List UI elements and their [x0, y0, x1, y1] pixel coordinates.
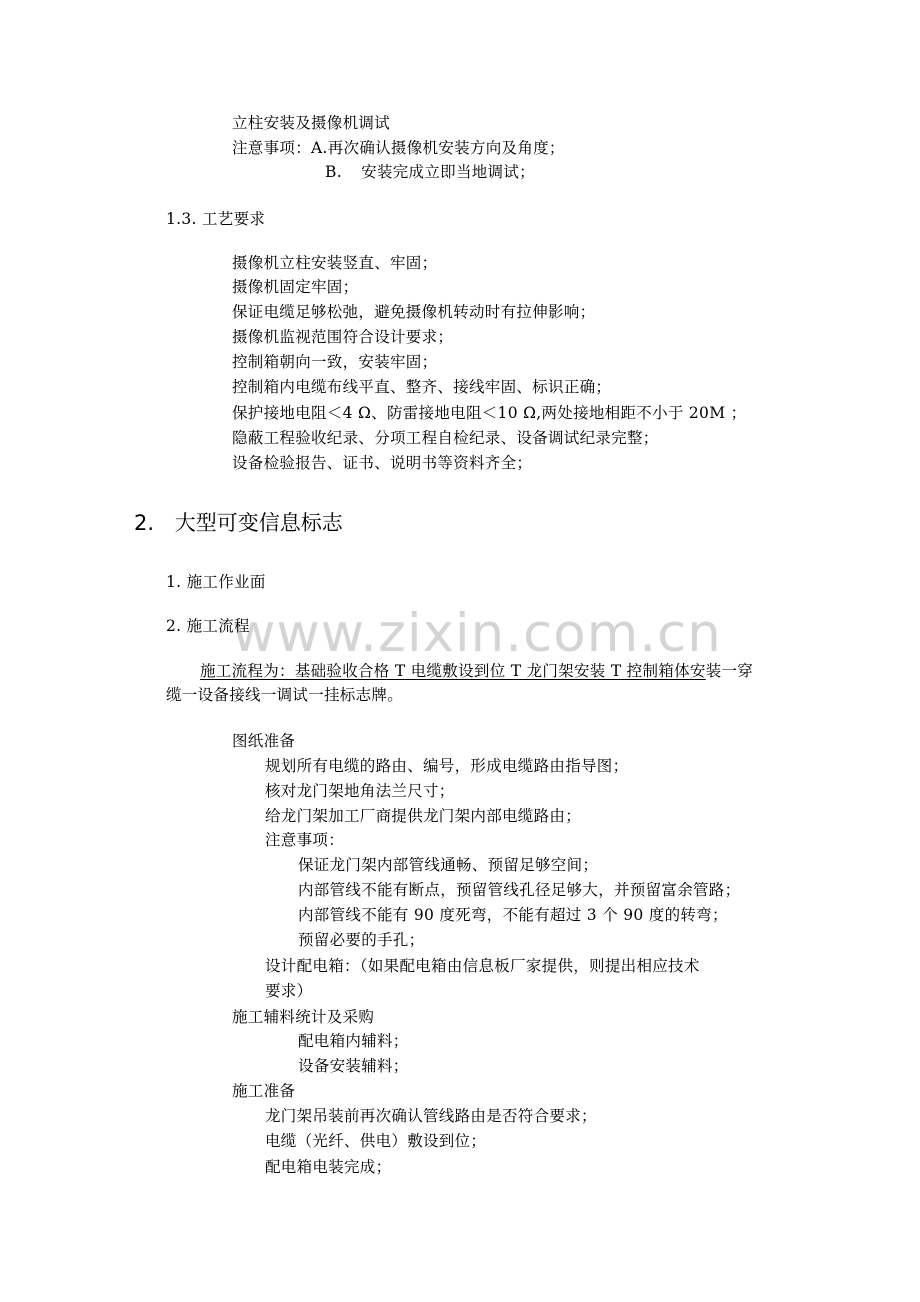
list-item: 隐蔽工程验收纪录、分项工程自检纪录、设备调试纪录完整； [232, 429, 659, 447]
list-item: 给龙门架加工厂商提供龙门架内部电缆路由； [265, 807, 582, 825]
note-line [325, 162, 535, 182]
prep-heading: 图纸准备 [232, 732, 296, 750]
list-item: 摄像机监视范围符合设计要求； [232, 328, 454, 346]
list-item: 控制箱内电缆布线平直、整齐、接线牢固、标识正确； [232, 378, 612, 396]
subsection-heading: 1. 施工作业面 [166, 573, 266, 591]
list-item: 规划所有电缆的路由、编号，形成电缆路由指导图； [265, 757, 629, 775]
section-heading: 1.3. 工艺要求 [166, 210, 266, 228]
list-item: 注意事项： [265, 831, 345, 849]
subsection-heading: 2. 施工流程 [166, 617, 250, 635]
list-item: 控制箱朝向一致，安装牢固； [232, 353, 438, 371]
flow-rest: 装一穿 [705, 662, 754, 680]
list-item: 配电箱内辅料； [298, 1032, 409, 1050]
section-title-text: 大型可变信息标志 [174, 511, 343, 535]
list-item: 核对龙门架地角法兰尺寸； [265, 782, 455, 800]
prep-heading: 施工准备 [232, 1082, 296, 1100]
watermark: www.zixin.com.cn [232, 603, 722, 664]
note-line: 注意事项：A.再次确认摄像机安装方向及角度； [232, 139, 565, 157]
list-item-continued: 要求） [265, 982, 313, 1000]
section-number: 2. [134, 511, 155, 535]
note-item: 预留必要的手孔； [298, 931, 425, 949]
list-item: 电缆（光纤、供电）敷设到位； [265, 1132, 487, 1150]
prep-heading: 施工辅料统计及采购 [232, 1008, 375, 1026]
list-item: 保证电缆足够松弛，避免摄像机转动时有拉伸影响； [232, 303, 596, 321]
list-item: 设备安装辅料； [298, 1057, 409, 1075]
list-item: 摄像机立柱安装竖直、牢固； [232, 254, 438, 272]
list-item: 配电箱电装完成； [265, 1158, 392, 1176]
flow-paragraph-line2: 缆一设备接线一调试一挂标志牌。 [166, 686, 404, 704]
list-item: 设备检验报告、证书、说明书等资料齐全； [232, 454, 533, 472]
note-letter: B. [325, 163, 342, 181]
list-item: 保护接地电阻＜4 Ω、防雷接地电阻＜10 Ω,两处接地相距不小于 20M ； [232, 404, 747, 422]
list-item: 龙门架吊装前再次确认管线路由是否符合要求； [265, 1107, 597, 1125]
flow-paragraph [200, 661, 753, 681]
section-title: 立柱安装及摄像机调试 [232, 114, 391, 132]
flow-underlined: 施工流程为：基础验收合格 T 电缆敷设到位 T 龙门架安装 T 控制箱体安 [200, 662, 706, 680]
section-2-heading [134, 510, 343, 536]
list-item: 摄像机固定牢固； [232, 278, 359, 296]
note-item: 保证龙门架内部管线通畅、预留足够空间； [298, 856, 599, 874]
note-item: 内部管线不能有断点，预留管线孔径足够大，并预留富余管路； [298, 881, 741, 899]
note-text: 安装完成立即当地调试； [361, 163, 535, 181]
list-item: 设计配电箱：（如果配电箱由信息板厂家提供，则提出相应技术 [265, 957, 700, 975]
note-item: 内部管线不能有 90 度死弯，不能有超过 3 个 90 度的转弯； [298, 906, 728, 924]
